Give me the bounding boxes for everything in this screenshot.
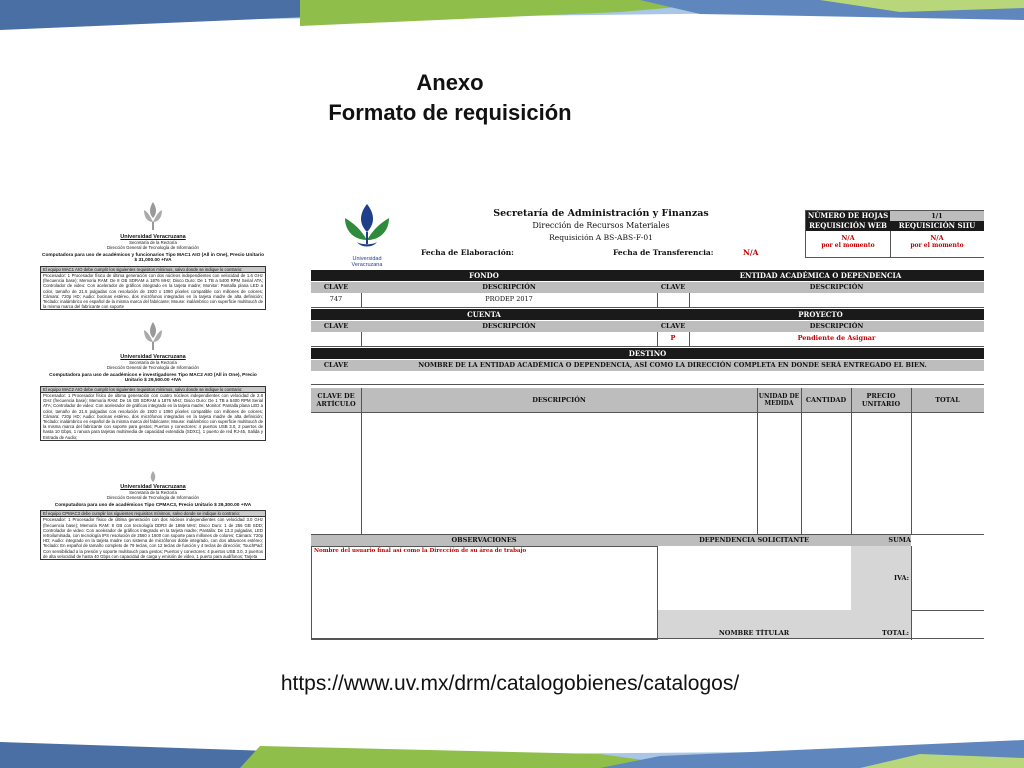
numero-hojas-value: 1/1 <box>890 211 984 221</box>
form-hojas-box <box>805 210 984 258</box>
top-decorative-band <box>0 0 1024 34</box>
req-siiu-value-1: N/A <box>930 234 944 242</box>
spec-university: Universidad Veracruzana <box>120 234 186 240</box>
cuenta-clave-header: CLAVE <box>311 321 361 332</box>
title-line-1: Anexo <box>416 70 484 95</box>
suma-label: SUMA <box>851 535 911 546</box>
form-fecha-transferencia: Fecha de Transferencia: <box>613 248 714 257</box>
iva-label: IVA: <box>893 574 909 582</box>
spec-note: El equipo MAC2 AIO debe cumplir los siguientes requisitos mínimos, salvo donde se indique lo contrario: <box>41 387 265 393</box>
observaciones-text: Nombre del usuario final así como la Dirección de su área de trabajo <box>314 548 527 554</box>
req-web-value-1: N/A <box>841 234 855 242</box>
proyecto-clave-header: CLAVE <box>657 321 689 332</box>
proyecto-descripcion-header: DESCRIPCIÓN <box>689 321 984 332</box>
proyecto-clave-value: P <box>670 334 676 342</box>
spec-box <box>40 266 266 311</box>
form-logo <box>337 202 397 266</box>
col-cantidad: CANTIDAD <box>801 388 851 412</box>
uv-logo-icon <box>337 202 397 252</box>
spec-box <box>40 510 266 560</box>
numero-hojas-label: NÚMERO DE HOJAS <box>807 211 889 220</box>
spec-office-2: Dirección General de Tecnología de Información <box>107 365 199 371</box>
observaciones-header: OBSERVACIONES <box>311 535 657 546</box>
cuenta-descripcion-header: DESCRIPCIÓN <box>361 321 657 332</box>
entidad-clave-header: CLAVE <box>657 282 689 293</box>
spec-office-2: Dirección General de Tecnología de Información <box>107 245 199 251</box>
spec-university: Universidad Veracruzana <box>120 484 186 490</box>
req-web-value-2: por el momento <box>821 242 875 249</box>
col-total: TOTAL <box>911 388 984 412</box>
req-siiu-label: REQUISICIÓN SIIU <box>890 221 984 231</box>
col-precio-unitario: PRECIO UNITARIO <box>851 388 911 412</box>
spec-logo <box>40 470 266 501</box>
spec-heading: Computadora para uso de académicos y funcionarios Tipo MAC1 AIO (All in One), Precio Unitario $ 31,000.00 +IVA <box>41 252 265 264</box>
spec-logo <box>40 200 266 251</box>
form-logo-text: Universidad Veracruzana <box>351 256 383 268</box>
fondo-clave-header: CLAVE <box>311 282 361 293</box>
spec-note: El equipo CPMAC3 debe cumplir los siguientes requisitos mínimos, salvo donde se indique lo contrario: <box>41 511 265 517</box>
col-descripcion: DESCRIPCIÓN <box>361 388 757 412</box>
destino-clave-header: CLAVE <box>311 360 361 371</box>
fondo-clave-value: 747 <box>329 295 343 303</box>
spec-heading: Computadora para uso de académicos Tipo CPMAC3, Precio Unitario $ 29,300.00 +IVA <box>54 502 252 508</box>
uv-flower-icon <box>142 470 164 484</box>
source-url[interactable]: https://www.uv.mx/drm/catalogobienes/catalogos/ <box>280 672 740 695</box>
entidad-descripcion-header: DESCRIPCIÓN <box>689 282 984 293</box>
spec-office-1: Secretaría de la Rectoría <box>129 490 177 496</box>
form-secretaria: Secretaría de Administración y Finanzas <box>493 208 709 219</box>
spec-sheet-cpmac3 <box>40 470 266 576</box>
spec-note: El equipo MAC1 AIO debe cumplir los siguientes requisitos mínimos, salvo donde se indique lo contrario: <box>41 267 265 273</box>
bottom-decorative-band <box>0 734 1024 768</box>
proyecto-header: PROYECTO <box>657 309 984 320</box>
cuenta-header: CUENTA <box>311 309 657 320</box>
spec-body: Procesador: 1 Procesador físico de última generación con cuatro núcleos independientes con velocidad de 2.8 GHz (frecuencia base); Memoria RAM: De 16 GB SDRAM a 1876 MHz; Disco Duro: De 1 TB a 5400 RPM Serial ATA; Controlador de video: Con acelerador de gráficos integrado en la tarjeta madre; Monitor: Pantalla plana LED a color, tamaño de 21.5 pulgadas con resolución de 1920 x 1080 píxeles compatible con millones de colores; Cámara: 720p HD; Audio: bocinas estéreo, dos micrófonos integrados en la tarjeta madre de alta definición; Teclado: inalámbrico en español de la misma marca del fabricante; Mouse: inalámbrico con superficie multitouch de la misma marca del fabricante con soporte para gestos; Puertos y conectores: 4 puertos USB 3.0, 2 puertos de hasta 10 Gbps, 1 ranura para tarjetas multimedia de capacidad extendida (SDXC), 1 puerto de red RJ-45, Salida y Entrada de Audio; <box>43 393 263 440</box>
req-siiu-value-2: por el momento <box>910 242 964 249</box>
total-label: TOTAL: <box>882 629 909 637</box>
spec-sheet-mac2 <box>40 320 266 442</box>
nombre-titular: NOMBRE TÍTULAR <box>718 629 790 637</box>
entidad-header: ENTIDAD ACADÉMICA O DEPENDENCIA <box>657 270 984 281</box>
spec-body: Procesador: 1 Procesador físico de última generación con dos núcleos independientes con velocidad 3.0 GHz (frecuencia base); Memoria RAM: 8 GB con tecnología DDR3 de 1866 MHz; Disco Duro: 1 de 256 GB SDD; Controlador de video: Con acelerador de gráficos integrado en la tarjeta madre; Pantalla: De 13.3 pulgadas, LED retroiluminada, con tecnología IPS resolución de 2560 x 1600 con soporte para millones de colores; Cámara: 720p HD; Audio: integrado en la tarjeta madre con sistema de micrófonos doble integrado, con dos altavoces estéreo; Teclado: En español de tamaño completo de 79 teclas, con 12 teclas de función y 4 teclas de dirección; TouchPad: Con sensibilidad a la presión y soporte multitouch para gestos; Puertos y conectores: 4 puertos USB 3.0, 2 puertos de alta velocidad de hasta 40 Gbps con capacidad de carga y emisión de video, 1 puerto para audífonos; Tarjeta <box>43 517 263 559</box>
fondo-header: FONDO <box>311 270 657 281</box>
col-unidad-medida: UNIDAD DE MEDIDA <box>757 388 801 412</box>
uv-flower-icon <box>140 320 166 354</box>
spec-office-2: Dirección General de Tecnología de Información <box>107 495 199 501</box>
fondo-descripcion-header: DESCRIPCIÓN <box>361 282 657 293</box>
requisition-form <box>311 200 984 640</box>
form-fecha-transferencia-value: N/A <box>743 248 759 257</box>
spec-office-1: Secretaría de la Rectoría <box>129 240 177 246</box>
col-clave-articulo: CLAVE DE ARTÍCULO <box>311 388 361 412</box>
form-direccion: Dirección de Recursos Materiales <box>532 221 670 230</box>
observaciones-box <box>311 546 658 640</box>
destino-header: DESTINO <box>311 348 984 359</box>
spec-logo <box>40 320 266 371</box>
dependencia-header: DEPENDENCIA SOLICITANTE <box>657 535 851 546</box>
spec-sheet-mac1 <box>40 200 266 318</box>
spec-body: Procesador: 1 Procesador físico de última generación con dos núcleos independientes con velocidad de 1.6 GHz (frecuencia base); Memoria RAM: De 8 GB SDRAM a 1876 MHz; Disco Duro: De 1 TB a 5400 RPM Serial ATA; Controlador de video: Con acelerador de gráficos integrado en la tarjeta madre; Monitor: Pantalla plana LED a color, tamaño de 21.5 pulgadas con resolución de 1920 x 1080 píxeles compatible con millones de colores; Cámara: 720p HD; Audio: bocinas estéreo, dos micrófonos integrados en la tarjeta madre de alta definición; Teclado: inalámbrico en español de la misma marca del fabricante; Mouse: inalámbrico con superficie multitouch de la misma marca del fabricante con soporte <box>43 273 263 310</box>
form-fecha-elaboracion: Fecha de Elaboración: <box>421 248 514 257</box>
form-requisicion: Requisición A BS-ABS-F-01 <box>549 233 653 242</box>
spec-heading: Computadora para uso de académicos e investigadores Tipo MAC2 AIO (All in One), Precio Unitario $ 29,500.00 +IVA <box>49 372 257 384</box>
slide-title <box>250 68 650 128</box>
spec-office-1: Secretaría de la Rectoría <box>129 360 177 366</box>
spec-university: Universidad Veracruzana <box>120 354 186 360</box>
spec-box <box>40 386 266 441</box>
req-web-label: REQUISICIÓN WEB <box>806 221 890 231</box>
destino-descripcion-header: NOMBRE DE LA ENTIDAD ACADÉMICA O DEPENDENCIA, ASÍ COMO LA DIRECCIÓN COMPLETA EN DONDE SERÁ ENTREGADO EL BIEN. <box>361 360 984 371</box>
title-line-2: Formato de requisición <box>328 100 572 125</box>
uv-flower-icon <box>140 200 166 234</box>
fondo-descripcion-value: PRODEP 2017 <box>485 295 533 303</box>
proyecto-descripcion-value: Pendiente de Asignar <box>797 334 876 342</box>
